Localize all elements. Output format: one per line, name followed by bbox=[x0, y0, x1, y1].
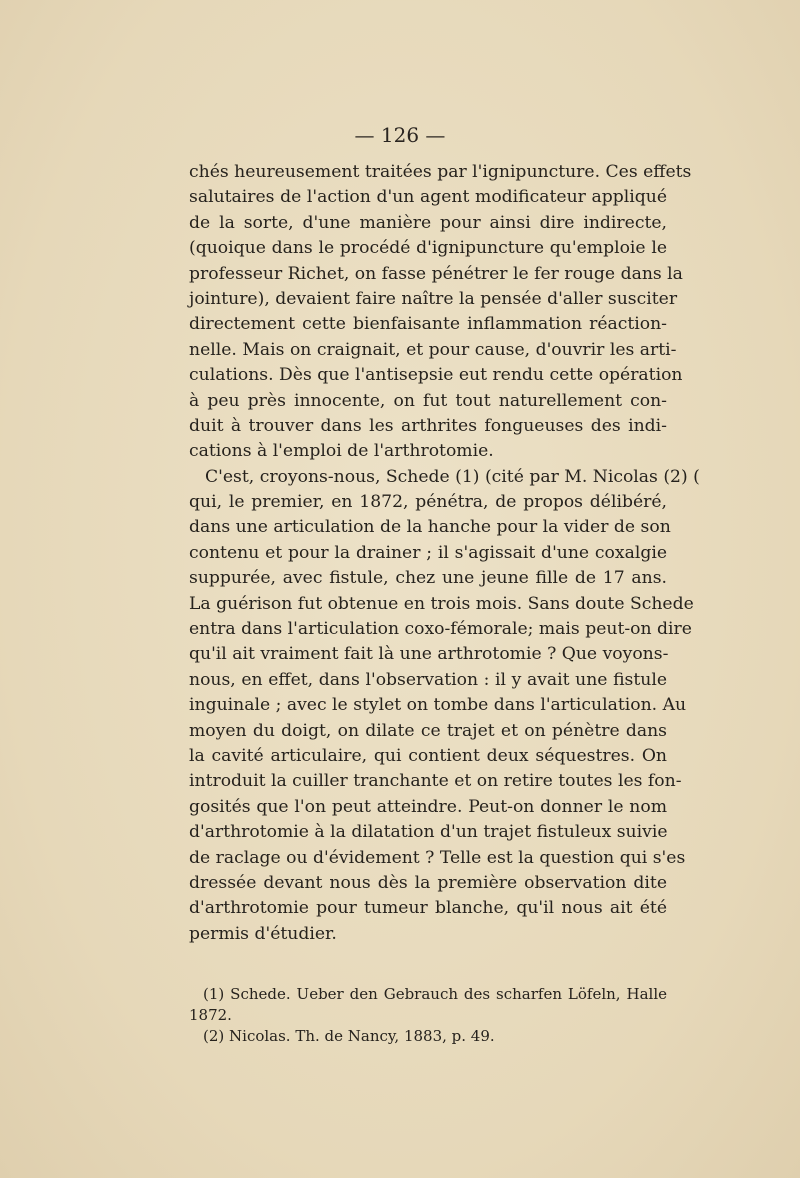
text-line: moyen du doigt, on dilate ce trajet et on pénètre dans bbox=[189, 720, 667, 741]
text-line: La guérison fut obtenue en trois mois. Sans doute Schede bbox=[189, 593, 694, 614]
text-line: gosités que l'on peut atteindre. Peut-on donner le nom bbox=[189, 796, 667, 817]
footnote-line: 1872. bbox=[189, 1006, 232, 1024]
text-line: nelle. Mais on craignait, et pour cause, d'ouvrir les arti- bbox=[189, 339, 677, 360]
text-line: entra dans l'articulation coxo-fémorale; mais peut-on dire bbox=[189, 619, 692, 640]
text-line: inguinale ; avec le stylet on tombe dans l'articulation. Au bbox=[189, 695, 687, 716]
text-line: jointure), devaient faire naître la pensée d'aller susciter bbox=[189, 288, 678, 309]
text-line: culations. Dès que l'antisepsie eut rendu cette opération bbox=[189, 365, 683, 386]
text-line: suppurée, avec fistule, chez une jeune fille de 17 ans. bbox=[189, 568, 667, 589]
text-line: directement cette bienfaisante inflammation réaction- bbox=[189, 314, 667, 335]
text-line: d'arthrotomie pour tumeur blanche, qu'il nous ait été bbox=[189, 898, 667, 919]
text-line: à peu près innocente, on fut tout naturellement con- bbox=[189, 390, 667, 411]
text-line: de la sorte, d'une manière pour ainsi dire indirecte, bbox=[189, 212, 667, 233]
text-line: dressée devant nous dès la première observation dite bbox=[189, 872, 667, 893]
text-line: d'arthrotomie à la dilatation d'un trajet fistuleux suivie bbox=[189, 822, 668, 843]
text-line: permis d'étudier. bbox=[189, 923, 337, 944]
text-line: duit à trouver dans les arthrites fongueuses des indi- bbox=[189, 415, 667, 436]
footnote-line: (2) Nicolas. Th. de Nancy, 1883, p. 49. bbox=[203, 1027, 495, 1045]
text-line: salutaires de l'action d'un agent modificateur appliqué bbox=[189, 187, 667, 208]
page-number-header: — 126 — bbox=[354, 123, 446, 147]
text-line: la cavité articulaire, qui contient deux séquestres. On bbox=[189, 745, 667, 766]
text-line: professeur Richet, on fasse pénétrer le fer rouge dans la bbox=[189, 263, 683, 284]
body-text bbox=[189, 160, 700, 947]
footnotes bbox=[189, 984, 667, 1047]
text-line: chés heureusement traitées par l'ignipuncture. Ces effets bbox=[189, 162, 692, 182]
text-line: C'est, croyons-nous, Schede (1) (cité par M. Nicolas (2) ( bbox=[205, 466, 700, 487]
text-line: qui, le premier, en 1872, pénétra, de propos délibéré, bbox=[189, 492, 667, 513]
footnote-line: (1) Schede. Ueber den Gebrauch des scharfen Löfeln, Halle bbox=[203, 985, 667, 1003]
text-line: qu'il ait vraiment fait là une arthrotomie ? Que voyons- bbox=[189, 644, 669, 665]
text-line: nous, en effet, dans l'observation : il y avait une fistule bbox=[189, 669, 667, 690]
text-line: (quoique dans le procédé d'ignipuncture qu'emploie le bbox=[189, 238, 667, 259]
text-line: dans une articulation de la hanche pour la vider de son bbox=[189, 517, 671, 538]
text-line: cations à l'emploi de l'arthrotomie. bbox=[189, 441, 494, 462]
text-line: contenu et pour la drainer ; il s'agissait d'une coxalgie bbox=[189, 542, 667, 563]
text-line: de raclage ou d'évidement ? Telle est la question qui s'es bbox=[189, 847, 686, 868]
text-line: introduit la cuiller tranchante et on retire toutes les fon- bbox=[189, 771, 682, 792]
